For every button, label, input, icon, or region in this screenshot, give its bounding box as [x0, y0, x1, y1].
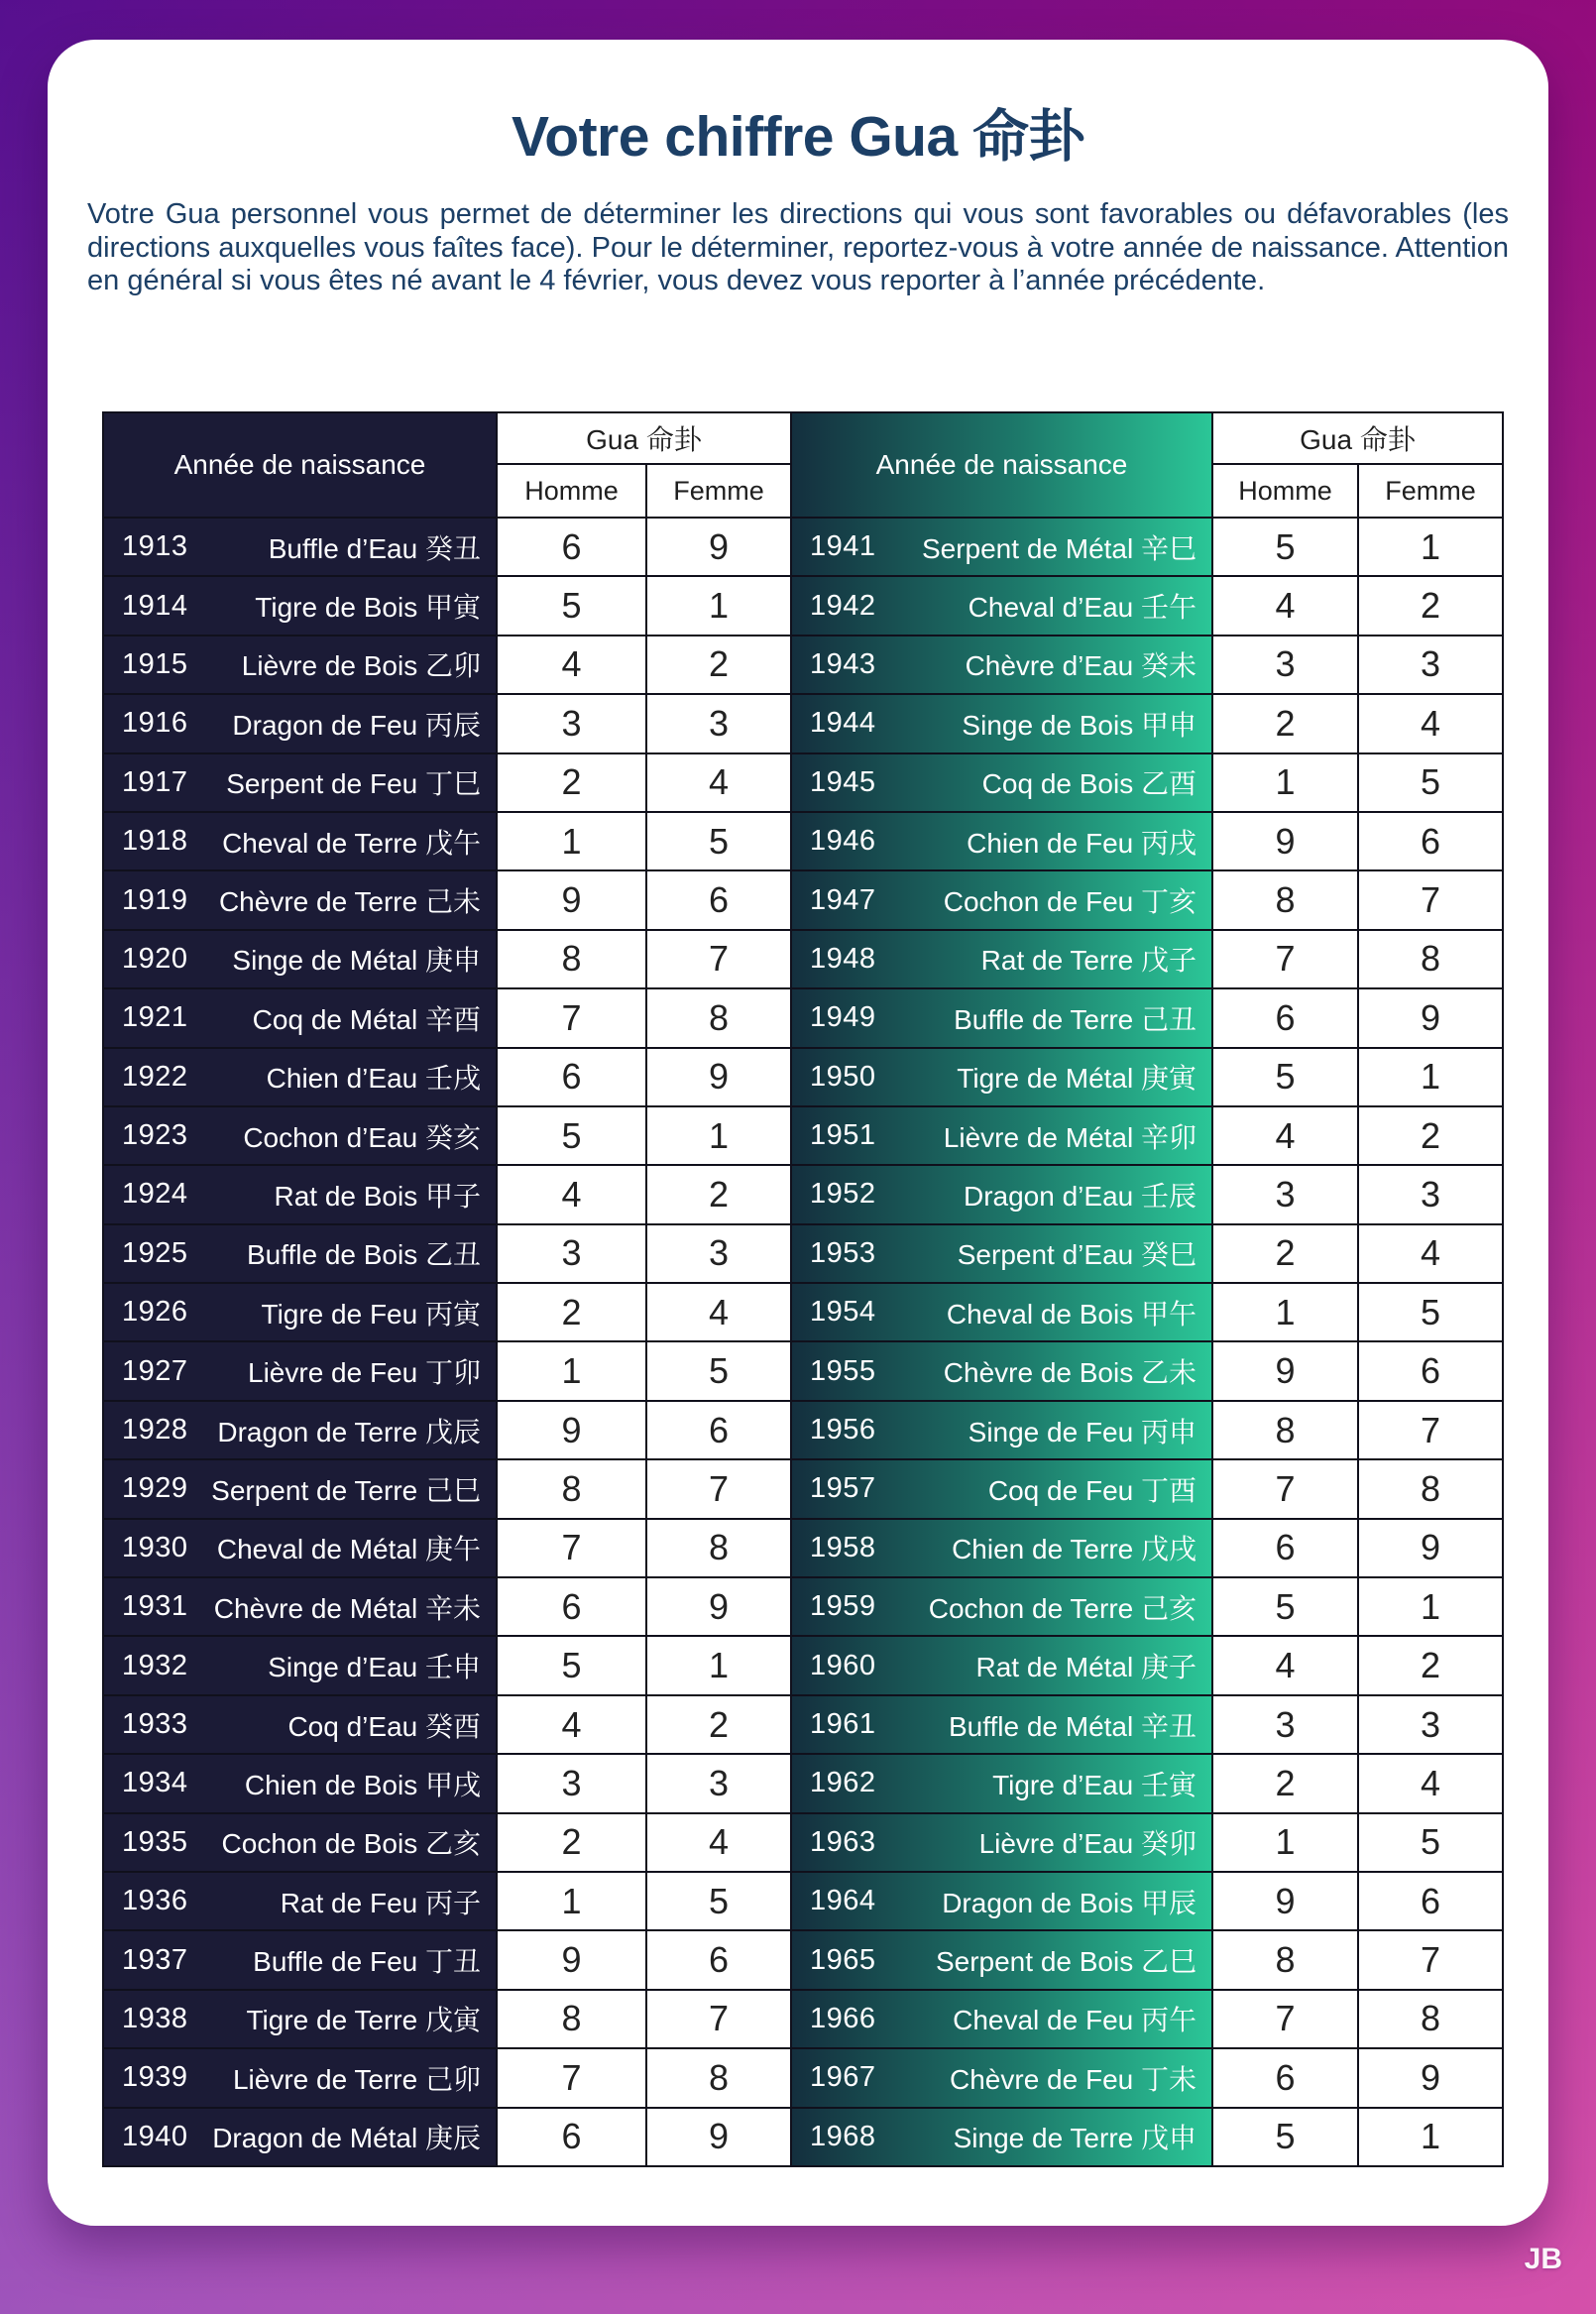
- homme-gua-cell: 8: [1212, 1401, 1358, 1459]
- femme-gua-cell: 9: [646, 1048, 791, 1106]
- femme-gua-cell: 2: [1358, 1636, 1503, 1694]
- homme-gua-cell: 6: [497, 1048, 646, 1106]
- year-animal-cell: [103, 1048, 497, 1106]
- homme-gua-cell: 9: [497, 1930, 646, 1989]
- animal-label: Singe de Métal 庚申: [232, 945, 481, 977]
- year-label: 1913: [122, 530, 188, 563]
- year-label: 1956: [810, 1414, 876, 1446]
- year-label: 1945: [810, 765, 876, 798]
- year-animal-cell: [103, 636, 497, 694]
- femme-gua-cell: 2: [646, 636, 791, 694]
- femme-gua-cell: 9: [646, 518, 791, 576]
- femme-gua-cell: 7: [1358, 1930, 1503, 1989]
- femme-gua-cell: 3: [1358, 1695, 1503, 1754]
- year-animal-cell: [791, 2048, 1212, 2107]
- gua-table: [102, 411, 1504, 2167]
- femme-gua-cell: 6: [646, 1401, 791, 1459]
- signature: JB: [1524, 2243, 1562, 2275]
- homme-gua-cell: 4: [497, 1165, 646, 1223]
- homme-gua-cell: 5: [497, 576, 646, 635]
- animal-label: Serpent d’Eau 癸巳: [957, 1239, 1197, 1271]
- animal-label: Chien de Bois 甲戌: [244, 1769, 481, 1800]
- animal-label: Buffle d’Eau 癸丑: [268, 532, 481, 564]
- homme-gua-cell: 7: [1212, 1459, 1358, 1518]
- year-label: 1940: [122, 2120, 188, 2152]
- year-column-header: Année de naissance: [791, 412, 1212, 518]
- year-label: 1961: [810, 1708, 876, 1740]
- animal-label: Singe de Bois 甲申: [962, 709, 1197, 741]
- year-label: 1966: [810, 2002, 876, 2034]
- homme-gua-cell: 3: [1212, 636, 1358, 694]
- year-label: 1962: [810, 1767, 876, 1799]
- homme-gua-cell: 3: [1212, 1165, 1358, 1223]
- animal-label: Chien de Terre 戊戌: [952, 1534, 1197, 1565]
- homme-gua-cell: 7: [497, 2048, 646, 2107]
- year-label: 1931: [122, 1590, 188, 1623]
- animal-label: Lièvre de Terre 己卯: [232, 2063, 481, 2095]
- year-column-header: Année de naissance: [103, 412, 497, 518]
- year-label: 1941: [810, 530, 876, 563]
- homme-gua-cell: 6: [497, 518, 646, 576]
- year-label: 1928: [122, 1414, 188, 1446]
- homme-gua-cell: 5: [1212, 2108, 1358, 2166]
- animal-label: Chèvre de Terre 己未: [218, 886, 481, 918]
- year-animal-cell: [103, 1401, 497, 1459]
- year-label: 1959: [810, 1590, 876, 1623]
- homme-gua-cell: 5: [497, 1636, 646, 1694]
- femme-gua-cell: 5: [646, 1872, 791, 1930]
- year-label: 1927: [122, 1354, 188, 1387]
- content-card: [48, 40, 1548, 2226]
- year-animal-cell: [791, 576, 1212, 635]
- animal-label: Chèvre d’Eau 癸未: [965, 650, 1197, 682]
- year-animal-cell: [103, 753, 497, 812]
- homme-column-header: Homme: [497, 464, 646, 518]
- year-animal-cell: [791, 1754, 1212, 1812]
- animal-label: Tigre de Terre 戊寅: [246, 2005, 481, 2036]
- year-label: 1964: [810, 1885, 876, 1917]
- animal-label: Cheval d’Eau 壬午: [968, 592, 1197, 624]
- femme-gua-cell: 5: [1358, 1813, 1503, 1872]
- femme-gua-cell: 5: [646, 1341, 791, 1400]
- homme-gua-cell: 1: [1212, 1813, 1358, 1872]
- homme-gua-cell: 6: [1212, 988, 1358, 1047]
- animal-label: Coq de Métal 辛酉: [252, 1003, 481, 1035]
- animal-label: Serpent de Bois 乙巳: [935, 1946, 1197, 1978]
- year-label: 1944: [810, 707, 876, 740]
- homme-gua-cell: 2: [497, 753, 646, 812]
- animal-label: Cochon de Terre 己亥: [928, 1592, 1197, 1624]
- year-animal-cell: [791, 1990, 1212, 2048]
- year-animal-cell: [103, 1165, 497, 1223]
- animal-label: Chien de Feu 丙戌: [967, 827, 1197, 859]
- femme-gua-cell: 7: [646, 1990, 791, 2048]
- animal-label: Rat de Bois 甲子: [274, 1180, 481, 1212]
- year-animal-cell: [103, 1636, 497, 1694]
- femme-gua-cell: 3: [646, 1224, 791, 1283]
- homme-gua-cell: 2: [497, 1813, 646, 1872]
- year-label: 1950: [810, 1060, 876, 1093]
- year-label: 1916: [122, 707, 188, 740]
- year-label: 1946: [810, 825, 876, 858]
- intro-paragraph: Votre Gua personnel vous permet de déterminer les directions qui vous sont favorables ou défavorables (les directions auxquelles vous faîtes face). Pour le déterminer, reportez-vous à votre année de naissance. Attention en général si vous êtes né avant le 4 février, vous devez vous reporter à l’année précédente.: [87, 198, 1509, 297]
- homme-gua-cell: 2: [1212, 1224, 1358, 1283]
- year-label: 1936: [122, 1885, 188, 1917]
- year-animal-cell: [103, 1283, 497, 1341]
- year-label: 1937: [122, 1943, 188, 1976]
- animal-label: Singe de Feu 丙申: [968, 1416, 1197, 1447]
- femme-gua-cell: 7: [646, 930, 791, 988]
- homme-gua-cell: 5: [1212, 1577, 1358, 1636]
- femme-gua-cell: 6: [1358, 1341, 1503, 1400]
- animal-label: Serpent de Terre 己巳: [211, 1474, 481, 1506]
- animal-label: Singe de Terre 戊申: [953, 2123, 1197, 2154]
- femme-gua-cell: 2: [1358, 576, 1503, 635]
- animal-label: Rat de Métal 庚子: [975, 1652, 1197, 1683]
- animal-label: Coq de Feu 丁酉: [987, 1474, 1197, 1506]
- femme-gua-cell: 1: [646, 1636, 791, 1694]
- homme-gua-cell: 8: [1212, 870, 1358, 929]
- animal-label: Dragon de Feu 丙辰: [232, 709, 481, 741]
- animal-label: Chien d’Eau 壬戌: [266, 1063, 481, 1095]
- animal-label: Lièvre d’Eau 癸卯: [978, 1828, 1197, 1860]
- year-animal-cell: [791, 1930, 1212, 1989]
- year-animal-cell: [103, 518, 497, 576]
- femme-gua-cell: 7: [646, 1459, 791, 1518]
- year-label: 1965: [810, 1943, 876, 1976]
- year-animal-cell: [103, 1990, 497, 2048]
- animal-label: Dragon de Bois 甲辰: [942, 1887, 1197, 1918]
- animal-label: Serpent de Feu 丁巳: [226, 768, 481, 800]
- year-animal-cell: [103, 576, 497, 635]
- femme-gua-cell: 1: [646, 1106, 791, 1165]
- homme-gua-cell: 9: [497, 870, 646, 929]
- year-animal-cell: [103, 1106, 497, 1165]
- year-animal-cell: [791, 1636, 1212, 1694]
- animal-label: Dragon de Métal 庚辰: [212, 2123, 481, 2154]
- homme-gua-cell: 5: [1212, 518, 1358, 576]
- year-label: 1932: [122, 1649, 188, 1681]
- year-animal-cell: [791, 1459, 1212, 1518]
- homme-gua-cell: 4: [497, 1695, 646, 1754]
- year-label: 1923: [122, 1119, 188, 1152]
- homme-gua-cell: 3: [497, 1224, 646, 1283]
- femme-gua-cell: 6: [1358, 1872, 1503, 1930]
- homme-gua-cell: 9: [1212, 1872, 1358, 1930]
- femme-gua-cell: 2: [646, 1695, 791, 1754]
- page-title: Votre chiffre Gua 命卦: [511, 105, 1085, 169]
- year-animal-cell: [791, 1813, 1212, 1872]
- gua-column-header: Gua 命卦: [1212, 412, 1503, 464]
- animal-label: Cochon de Feu 丁亥: [943, 886, 1197, 918]
- femme-gua-cell: 1: [1358, 1048, 1503, 1106]
- animal-label: Cheval de Métal 庚午: [216, 1534, 481, 1565]
- year-animal-cell: [103, 2108, 497, 2166]
- year-animal-cell: [791, 812, 1212, 870]
- homme-gua-cell: 2: [1212, 694, 1358, 752]
- femme-gua-cell: 4: [1358, 1754, 1503, 1812]
- homme-gua-cell: 1: [1212, 753, 1358, 812]
- homme-gua-cell: 6: [1212, 1519, 1358, 1577]
- year-label: 1930: [122, 1531, 188, 1563]
- femme-column-header: Femme: [1358, 464, 1503, 518]
- femme-column-header: Femme: [646, 464, 791, 518]
- femme-gua-cell: 4: [646, 1283, 791, 1341]
- year-animal-cell: [103, 1754, 497, 1812]
- animal-label: Dragon de Terre 戊辰: [217, 1416, 481, 1447]
- femme-gua-cell: 6: [646, 870, 791, 929]
- year-label: 1955: [810, 1354, 876, 1387]
- animal-label: Buffle de Bois 乙丑: [246, 1239, 481, 1271]
- animal-label: Cheval de Terre 戊午: [222, 827, 481, 859]
- homme-gua-cell: 4: [1212, 1106, 1358, 1165]
- animal-label: Buffle de Métal 辛丑: [948, 1710, 1197, 1742]
- femme-gua-cell: 9: [1358, 2048, 1503, 2107]
- year-label: 1922: [122, 1060, 188, 1093]
- year-label: 1935: [122, 1825, 188, 1858]
- homme-gua-cell: 8: [497, 1459, 646, 1518]
- year-label: 1951: [810, 1119, 876, 1152]
- year-label: 1943: [810, 647, 876, 680]
- year-animal-cell: [791, 753, 1212, 812]
- femme-gua-cell: 8: [1358, 930, 1503, 988]
- femme-gua-cell: 2: [646, 1165, 791, 1223]
- animal-label: Tigre de Bois 甲寅: [255, 592, 481, 624]
- femme-gua-cell: 3: [646, 1754, 791, 1812]
- year-animal-cell: [103, 1577, 497, 1636]
- femme-gua-cell: 1: [1358, 2108, 1503, 2166]
- femme-gua-cell: 8: [1358, 1459, 1503, 1518]
- animal-label: Cheval de Feu 丙午: [953, 2005, 1197, 2036]
- femme-gua-cell: 5: [1358, 753, 1503, 812]
- year-label: 1915: [122, 647, 188, 680]
- femme-gua-cell: 1: [1358, 518, 1503, 576]
- year-animal-cell: [103, 2048, 497, 2107]
- year-label: 1921: [122, 1001, 188, 1034]
- year-animal-cell: [103, 1813, 497, 1872]
- animal-label: Chèvre de Métal 辛未: [213, 1592, 481, 1624]
- year-label: 1954: [810, 1296, 876, 1329]
- homme-gua-cell: 7: [1212, 1990, 1358, 2048]
- animal-label: Rat de Terre 戊子: [980, 945, 1197, 977]
- femme-gua-cell: 4: [646, 753, 791, 812]
- homme-gua-cell: 7: [1212, 930, 1358, 988]
- year-animal-cell: [103, 694, 497, 752]
- year-animal-cell: [791, 636, 1212, 694]
- femme-gua-cell: 4: [1358, 1224, 1503, 1283]
- year-animal-cell: [791, 1048, 1212, 1106]
- year-label: 1934: [122, 1767, 188, 1799]
- year-label: 1929: [122, 1472, 188, 1505]
- year-label: 1948: [810, 942, 876, 975]
- femme-gua-cell: 6: [646, 1930, 791, 1989]
- femme-gua-cell: 1: [646, 576, 791, 635]
- gua-table-right: [791, 412, 1503, 2166]
- femme-gua-cell: 8: [646, 988, 791, 1047]
- femme-gua-cell: 7: [1358, 1401, 1503, 1459]
- year-label: 1960: [810, 1649, 876, 1681]
- femme-gua-cell: 6: [1358, 812, 1503, 870]
- femme-gua-cell: 4: [646, 1813, 791, 1872]
- year-animal-cell: [791, 1577, 1212, 1636]
- year-animal-cell: [791, 1341, 1212, 1400]
- animal-label: Tigre d’Eau 壬寅: [992, 1769, 1197, 1800]
- year-animal-cell: [791, 1106, 1212, 1165]
- homme-gua-cell: 2: [1212, 1754, 1358, 1812]
- homme-gua-cell: 9: [1212, 812, 1358, 870]
- homme-gua-cell: 8: [497, 1990, 646, 2048]
- year-animal-cell: [791, 1283, 1212, 1341]
- femme-gua-cell: 8: [1358, 1990, 1503, 2048]
- gua-column-header: Gua 命卦: [497, 412, 791, 464]
- homme-gua-cell: 7: [497, 1519, 646, 1577]
- year-animal-cell: [103, 1930, 497, 1989]
- year-animal-cell: [791, 1401, 1212, 1459]
- femme-gua-cell: 3: [1358, 1165, 1503, 1223]
- animal-label: Dragon d’Eau 壬辰: [963, 1180, 1197, 1212]
- year-animal-cell: [103, 1341, 497, 1400]
- femme-gua-cell: 3: [1358, 636, 1503, 694]
- homme-gua-cell: 8: [1212, 1930, 1358, 1989]
- year-label: 1938: [122, 2002, 188, 2034]
- homme-gua-cell: 1: [497, 812, 646, 870]
- femme-gua-cell: 7: [1358, 870, 1503, 929]
- animal-label: Tigre de Métal 庚寅: [957, 1063, 1197, 1095]
- year-animal-cell: [791, 1872, 1212, 1930]
- year-label: 1958: [810, 1531, 876, 1563]
- animal-label: Chèvre de Feu 丁未: [950, 2063, 1197, 2095]
- homme-column-header: Homme: [1212, 464, 1358, 518]
- femme-gua-cell: 9: [1358, 988, 1503, 1047]
- year-animal-cell: [103, 1519, 497, 1577]
- year-animal-cell: [103, 870, 497, 929]
- animal-label: Cochon d’Eau 癸亥: [243, 1121, 481, 1153]
- homme-gua-cell: 8: [497, 930, 646, 988]
- year-animal-cell: [791, 694, 1212, 752]
- animal-label: Tigre de Feu 丙寅: [261, 1298, 481, 1330]
- year-label: 1963: [810, 1825, 876, 1858]
- year-animal-cell: [791, 1224, 1212, 1283]
- homme-gua-cell: 6: [497, 1577, 646, 1636]
- homme-gua-cell: 2: [497, 1283, 646, 1341]
- animal-label: Chèvre de Bois 乙未: [943, 1357, 1197, 1389]
- homme-gua-cell: 3: [497, 694, 646, 752]
- year-label: 1917: [122, 765, 188, 798]
- animal-label: Serpent de Métal 辛巳: [921, 532, 1197, 564]
- year-label: 1914: [122, 589, 188, 622]
- animal-label: Singe d’Eau 壬申: [268, 1652, 481, 1683]
- year-label: 1942: [810, 589, 876, 622]
- animal-label: Coq d’Eau 癸酉: [287, 1710, 481, 1742]
- homme-gua-cell: 5: [497, 1106, 646, 1165]
- femme-gua-cell: 8: [646, 2048, 791, 2107]
- year-label: 1939: [122, 2061, 188, 2094]
- homme-gua-cell: 4: [1212, 576, 1358, 635]
- year-label: 1919: [122, 883, 188, 916]
- femme-gua-cell: 9: [646, 1577, 791, 1636]
- year-animal-cell: [103, 1459, 497, 1518]
- year-label: 1968: [810, 2120, 876, 2152]
- homme-gua-cell: 6: [497, 2108, 646, 2166]
- year-label: 1918: [122, 825, 188, 858]
- year-label: 1953: [810, 1236, 876, 1269]
- homme-gua-cell: 7: [497, 988, 646, 1047]
- animal-label: Cheval de Bois 甲午: [946, 1298, 1197, 1330]
- year-label: 1933: [122, 1708, 188, 1740]
- animal-label: Coq de Bois 乙酉: [981, 768, 1197, 800]
- year-animal-cell: [791, 518, 1212, 576]
- gua-table-left: [103, 412, 791, 2166]
- homme-gua-cell: 9: [1212, 1341, 1358, 1400]
- homme-gua-cell: 4: [497, 636, 646, 694]
- homme-gua-cell: 3: [497, 1754, 646, 1812]
- year-label: 1926: [122, 1296, 188, 1329]
- animal-label: Buffle de Feu 丁丑: [253, 1946, 481, 1978]
- year-label: 1952: [810, 1178, 876, 1211]
- animal-label: Buffle de Terre 己丑: [954, 1003, 1197, 1035]
- year-animal-cell: [103, 988, 497, 1047]
- year-label: 1925: [122, 1236, 188, 1269]
- year-animal-cell: [791, 1519, 1212, 1577]
- year-animal-cell: [791, 930, 1212, 988]
- year-animal-cell: [791, 1165, 1212, 1223]
- femme-gua-cell: 5: [1358, 1283, 1503, 1341]
- year-label: 1949: [810, 1001, 876, 1034]
- year-animal-cell: [103, 1695, 497, 1754]
- year-animal-cell: [791, 2108, 1212, 2166]
- year-animal-cell: [103, 1872, 497, 1930]
- femme-gua-cell: 3: [646, 694, 791, 752]
- year-label: 1947: [810, 883, 876, 916]
- year-animal-cell: [791, 870, 1212, 929]
- femme-gua-cell: 9: [1358, 1519, 1503, 1577]
- animal-label: Cochon de Bois 乙亥: [221, 1828, 481, 1860]
- femme-gua-cell: 8: [646, 1519, 791, 1577]
- homme-gua-cell: 9: [497, 1401, 646, 1459]
- year-animal-cell: [103, 930, 497, 988]
- year-label: 1920: [122, 942, 188, 975]
- homme-gua-cell: 1: [1212, 1283, 1358, 1341]
- femme-gua-cell: 1: [1358, 1577, 1503, 1636]
- femme-gua-cell: 9: [646, 2108, 791, 2166]
- year-label: 1957: [810, 1472, 876, 1505]
- year-animal-cell: [791, 988, 1212, 1047]
- year-label: 1924: [122, 1178, 188, 1211]
- homme-gua-cell: 3: [1212, 1695, 1358, 1754]
- animal-label: Lièvre de Bois 乙卯: [241, 650, 481, 682]
- year-label: 1967: [810, 2061, 876, 2094]
- homme-gua-cell: 6: [1212, 2048, 1358, 2107]
- year-animal-cell: [791, 1695, 1212, 1754]
- homme-gua-cell: 1: [497, 1872, 646, 1930]
- homme-gua-cell: 1: [497, 1341, 646, 1400]
- animal-label: Lièvre de Métal 辛卯: [943, 1121, 1197, 1153]
- femme-gua-cell: 4: [1358, 694, 1503, 752]
- femme-gua-cell: 5: [646, 812, 791, 870]
- homme-gua-cell: 4: [1212, 1636, 1358, 1694]
- animal-label: Lièvre de Feu 丁卯: [248, 1357, 481, 1389]
- year-animal-cell: [103, 1224, 497, 1283]
- animal-label: Rat de Feu 丙子: [280, 1887, 481, 1918]
- homme-gua-cell: 5: [1212, 1048, 1358, 1106]
- femme-gua-cell: 2: [1358, 1106, 1503, 1165]
- year-animal-cell: [103, 812, 497, 870]
